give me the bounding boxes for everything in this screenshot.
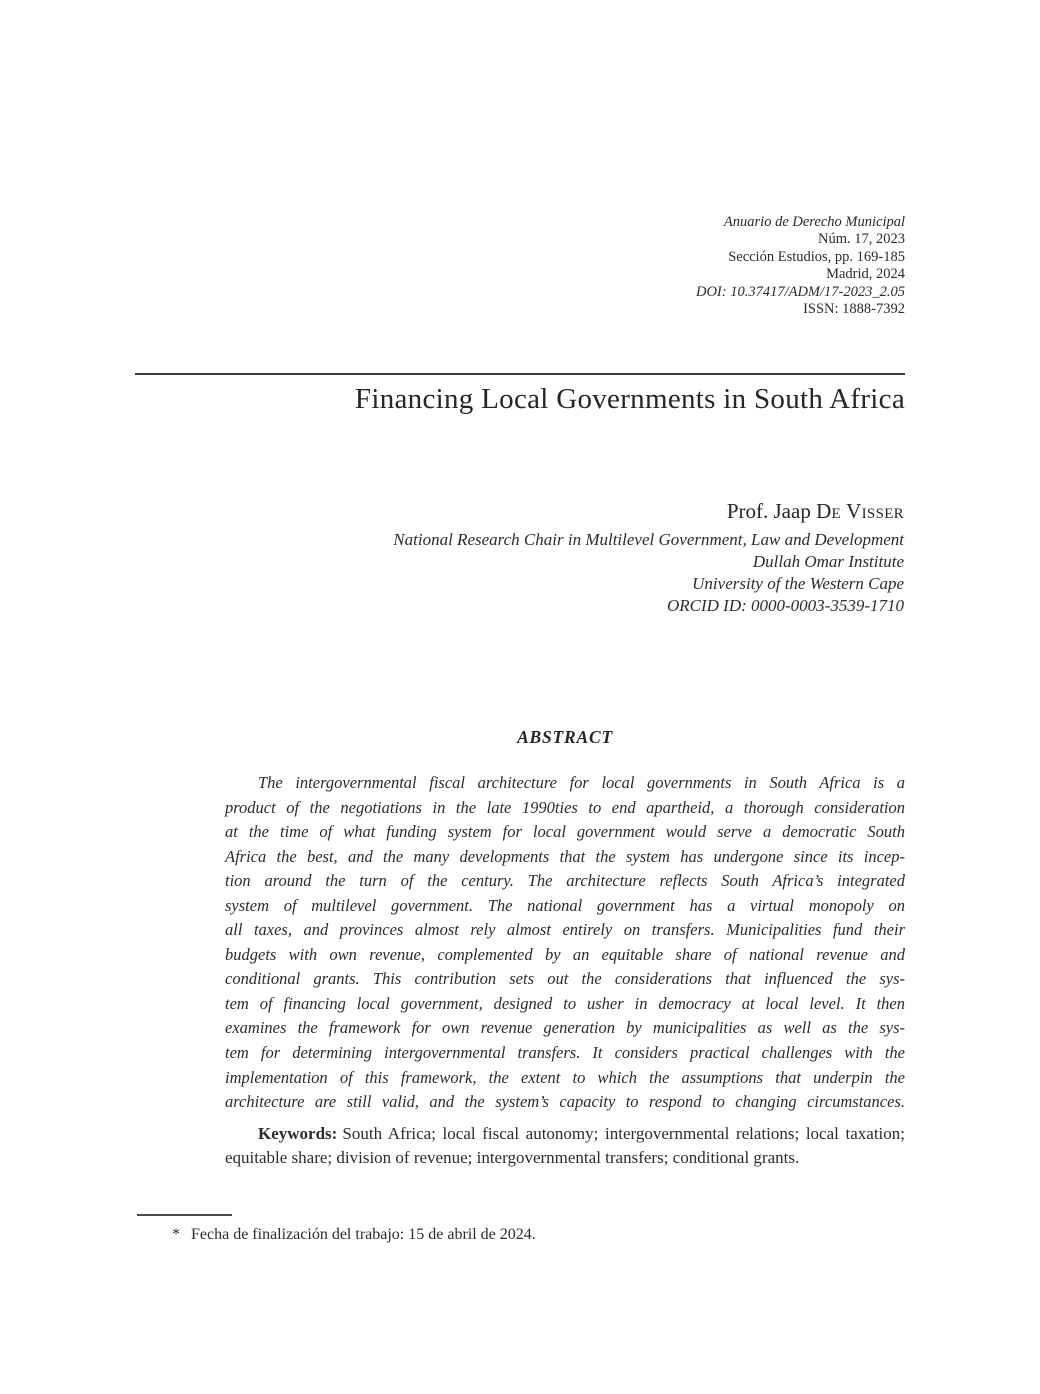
abstract-heading: ABSTRACT — [517, 727, 613, 747]
abstract-line: tem of financing local government, designed to usher in democracy at local level. It then — [225, 993, 905, 1013]
author-affiliation-chair: National Research Chair in Multilevel Government, Law and Development — [393, 530, 904, 549]
abstract-line: The intergovernmental fiscal architecture for local governments in South Africa is a — [258, 773, 905, 792]
journal-header — [696, 214, 905, 318]
abstract-line: conditional grants. This contribution sets out the considerations that influenced the sys- — [225, 969, 905, 989]
abstract-line: tion around the turn of the century. The architecture reflects South Africa’s integrated — [225, 871, 905, 891]
keywords-text: South Africa; local fiscal autonomy; intergovernmental relations; local taxation; equitable share; division of revenue; intergovernmental transfers; conditional grants. — [225, 1124, 905, 1168]
title-rule — [135, 373, 905, 375]
abstract-line: system of multilevel government. The national government has a virtual monopoly on — [225, 895, 905, 915]
journal-section: Sección Estudios, pp. 169-185 — [728, 248, 905, 265]
abstract-line: Africa the best, and the many developments that the system has undergone since its incep- — [225, 846, 905, 866]
footnote-rule — [137, 1214, 232, 1216]
abstract-line: product of the negotiations in the late 1990ties to end apartheid, a thorough consideration — [225, 797, 905, 817]
article-title: Financing Local Governments in South Africa — [354, 383, 905, 415]
footnote-text: Fecha de finalización del trabajo: 15 de abril de 2024. — [191, 1226, 536, 1243]
abstract-text — [225, 771, 905, 1115]
author-orcid: ORCID ID: 0000-0003-3539-1710 — [666, 596, 904, 615]
footnote — [172, 1226, 536, 1244]
abstract-line: at the time of what funding system for local government would serve a democratic South — [225, 822, 905, 842]
journal-issue: Núm. 17, 2023 — [818, 231, 905, 248]
journal-name: Anuario de Derecho Municipal — [723, 214, 905, 230]
abstract-line: architecture are still valid, and the system’s capacity to respond to changing circumstances. — [225, 1092, 905, 1112]
keywords-label: Keywords: — [258, 1124, 338, 1143]
author-affiliation-institute: Dullah Omar Institute — [752, 552, 904, 571]
abstract-line: implementation of this framework, the extent to which the assumptions that underpin the — [225, 1067, 905, 1087]
author-name-plain: Prof. Jaap — [726, 499, 811, 523]
abstract-line: tem for determining intergovernmental transfers. It considers practical challenges with the — [225, 1043, 905, 1063]
abstract-line: all taxes, and provinces almost rely almost entirely on transfers. Municipalities fund their — [225, 920, 905, 940]
abstract-line: examines the framework for own revenue generation by municipalities as well as the sys- — [225, 1018, 905, 1038]
abstract-line: budgets with own revenue, complemented by an equitable share of national revenue and — [225, 944, 905, 964]
author-affiliation-university: University of the Western Cape — [692, 574, 904, 593]
footnote-marker: * — [172, 1226, 180, 1243]
author-block — [393, 499, 904, 617]
journal-issn: ISSN: 1888-7392 — [803, 301, 905, 318]
keywords-paragraph — [225, 1122, 905, 1171]
journal-city-year: Madrid, 2024 — [826, 266, 905, 283]
journal-doi: DOI: 10.37417/ADM/17-2023_2.05 — [695, 283, 905, 300]
author-name — [393, 499, 904, 524]
author-surname-smallcaps: De Visser — [816, 499, 904, 523]
